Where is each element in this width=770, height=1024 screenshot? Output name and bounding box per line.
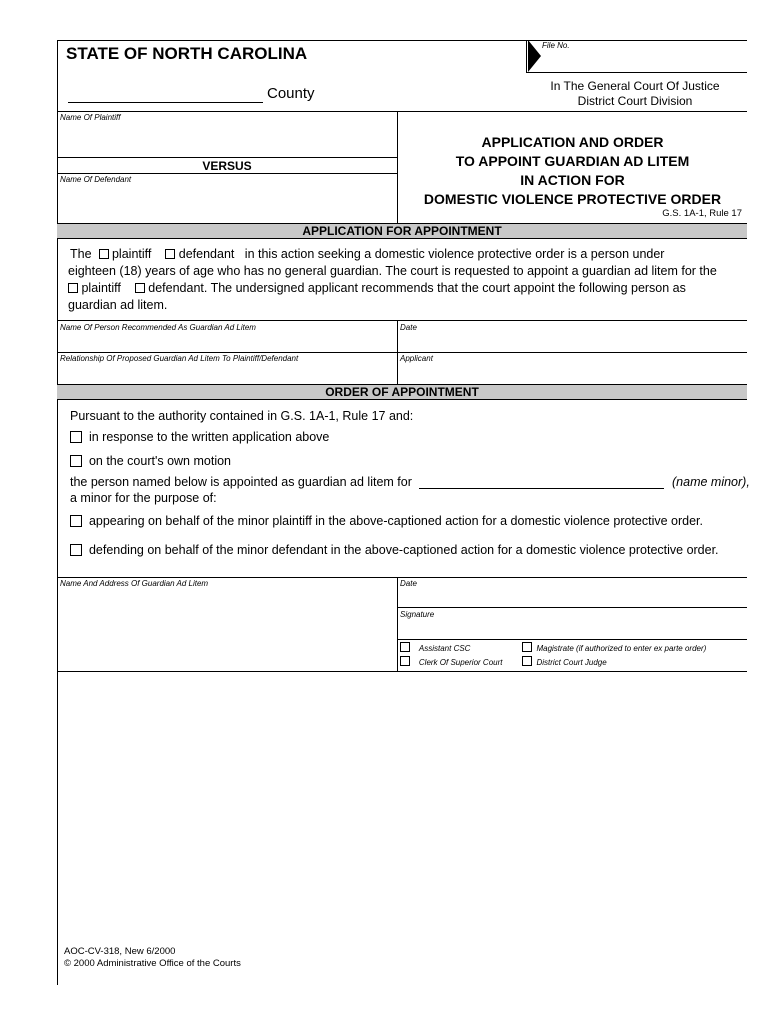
order-option-4[interactable] bbox=[70, 542, 719, 559]
sig-col-1 bbox=[400, 642, 502, 669]
left-border bbox=[57, 40, 58, 985]
app-date-label: Date bbox=[400, 323, 417, 332]
district-judge-label: District Court Judge bbox=[536, 658, 607, 667]
name-minor-label: (name minor), bbox=[672, 475, 750, 489]
purpose-text: a minor for the purpose of: bbox=[70, 491, 217, 505]
defending-defendant-checkbox[interactable] bbox=[70, 544, 82, 556]
parties-top-line bbox=[57, 111, 747, 112]
magistrate-checkbox[interactable] bbox=[522, 642, 532, 652]
order-heading: ORDER OF APPOINTMENT bbox=[325, 385, 479, 399]
parties-divider bbox=[397, 111, 398, 223]
app-the: The bbox=[70, 247, 92, 261]
versus-label: VERSUS bbox=[202, 159, 252, 173]
relationship-top-line bbox=[57, 352, 747, 353]
title-block bbox=[400, 133, 745, 209]
statute-ref: G.S. 1A-1, Rule 17 bbox=[662, 208, 742, 219]
file-no-label: File No. bbox=[542, 41, 570, 50]
court-line-2: District Court Division bbox=[577, 94, 693, 108]
order-option-4-label: defending on behalf of the minor defendant in the above-captioned action for a domestic violence protective order. bbox=[88, 543, 719, 557]
order-option-3[interactable] bbox=[70, 513, 703, 530]
order-intro: Pursuant to the authority contained in G.S. 1A-1, Rule 17 and: bbox=[70, 409, 414, 423]
clerk-superior-checkbox[interactable] bbox=[400, 656, 410, 666]
order-option-3-label: appearing on behalf of the minor plaintiff in the above-captioned action for a domestic violence protective order. bbox=[88, 514, 703, 528]
defendant-label: Name Of Defendant bbox=[60, 175, 132, 184]
application-line-1 bbox=[70, 246, 745, 263]
court-line-1: In The General Court Of Justice bbox=[550, 79, 720, 93]
signature-label: Signature bbox=[400, 610, 435, 619]
application-line-4: guardian ad litem. bbox=[68, 298, 168, 312]
application-line-2: eighteen (18) years of age who has no general guardian. The court is requested to appoint a guardian ad litem for the bbox=[68, 264, 717, 278]
applicant-label: Applicant bbox=[400, 354, 433, 363]
gal-label: Name And Address Of Guardian Ad Litem bbox=[60, 579, 209, 588]
recommended-top-line bbox=[57, 320, 747, 321]
name-minor-line[interactable] bbox=[419, 488, 664, 489]
plaintiff-label: Name Of Plaintiff bbox=[60, 113, 121, 122]
versus-line bbox=[57, 173, 397, 174]
relationship-label: Relationship Of Proposed Guardian Ad Litem To Plaintiff/Defendant bbox=[60, 354, 299, 363]
clerk-superior-label: Clerk Of Superior Court bbox=[418, 658, 503, 667]
appearing-plaintiff-checkbox[interactable] bbox=[70, 515, 82, 527]
app-line3-rest: defendant. The undersigned applicant recommends that the court appoint the following person as bbox=[148, 281, 686, 295]
county-input-line[interactable] bbox=[68, 102, 263, 103]
file-no-divider bbox=[526, 40, 527, 72]
assistant-csc-label: Assistant CSC bbox=[418, 644, 471, 653]
signature-top-line bbox=[397, 607, 747, 608]
application-line-3 bbox=[68, 280, 748, 297]
app-plaintiff-checkbox[interactable] bbox=[99, 249, 109, 259]
order-option-1[interactable] bbox=[70, 429, 329, 446]
title-line-4: DOMESTIC VIOLENCE PROTECTIVE ORDER bbox=[423, 191, 722, 207]
recommended-label: Name Of Person Recommended As Guardian Ad Litem bbox=[60, 323, 256, 332]
order-option-2-label: on the court's own motion bbox=[88, 454, 232, 468]
magistrate-label: Magistrate (if authorized to enter ex parte order) bbox=[536, 644, 707, 653]
title-line-3: IN ACTION FOR bbox=[520, 172, 625, 188]
app-defendant-label: defendant bbox=[178, 247, 235, 261]
order-date-label: Date bbox=[400, 579, 417, 588]
county-label: County bbox=[267, 85, 315, 102]
plaintiff-line[interactable] bbox=[57, 157, 397, 158]
form-number: AOC-CV-318, New 6/2000 bbox=[64, 946, 176, 957]
file-no-line[interactable] bbox=[526, 72, 747, 73]
app-plaintiff-label: plaintiff bbox=[111, 247, 152, 261]
title-line-2: TO APPOINT GUARDIAN AD LITEM bbox=[455, 153, 690, 169]
app-gal-plaintiff-checkbox[interactable] bbox=[68, 283, 78, 293]
assistant-csc-checkbox[interactable] bbox=[400, 642, 410, 652]
signature-bottom-line bbox=[397, 639, 747, 640]
gal-divider bbox=[397, 577, 398, 671]
own-motion-checkbox[interactable] bbox=[70, 455, 82, 467]
order-option-1-label: in response to the written application above bbox=[88, 430, 330, 444]
app-gal-defendant-checkbox[interactable] bbox=[135, 283, 145, 293]
title-line-1: APPLICATION AND ORDER bbox=[481, 134, 664, 150]
order-option-2[interactable] bbox=[70, 453, 231, 470]
app-gal-plaintiff-label: plaintiff bbox=[81, 281, 121, 295]
application-heading: APPLICATION FOR APPOINTMENT bbox=[302, 224, 502, 238]
gal-top-line bbox=[57, 577, 747, 578]
gal-bottom-line bbox=[57, 671, 747, 672]
appointed-text: the person named below is appointed as guardian ad litem for bbox=[70, 475, 412, 489]
app-defendant-checkbox[interactable] bbox=[165, 249, 175, 259]
arrow-icon bbox=[528, 40, 541, 72]
state-title: STATE OF NORTH CAROLINA bbox=[66, 44, 308, 63]
copyright: © 2000 Administrative Office of the Courts bbox=[64, 958, 241, 969]
top-border bbox=[57, 40, 747, 41]
app-line1-rest: in this action seeking a domestic violence protective order is a person under bbox=[244, 247, 665, 261]
district-judge-checkbox[interactable] bbox=[522, 656, 532, 666]
sig-col-2 bbox=[522, 642, 706, 669]
response-application-checkbox[interactable] bbox=[70, 431, 82, 443]
